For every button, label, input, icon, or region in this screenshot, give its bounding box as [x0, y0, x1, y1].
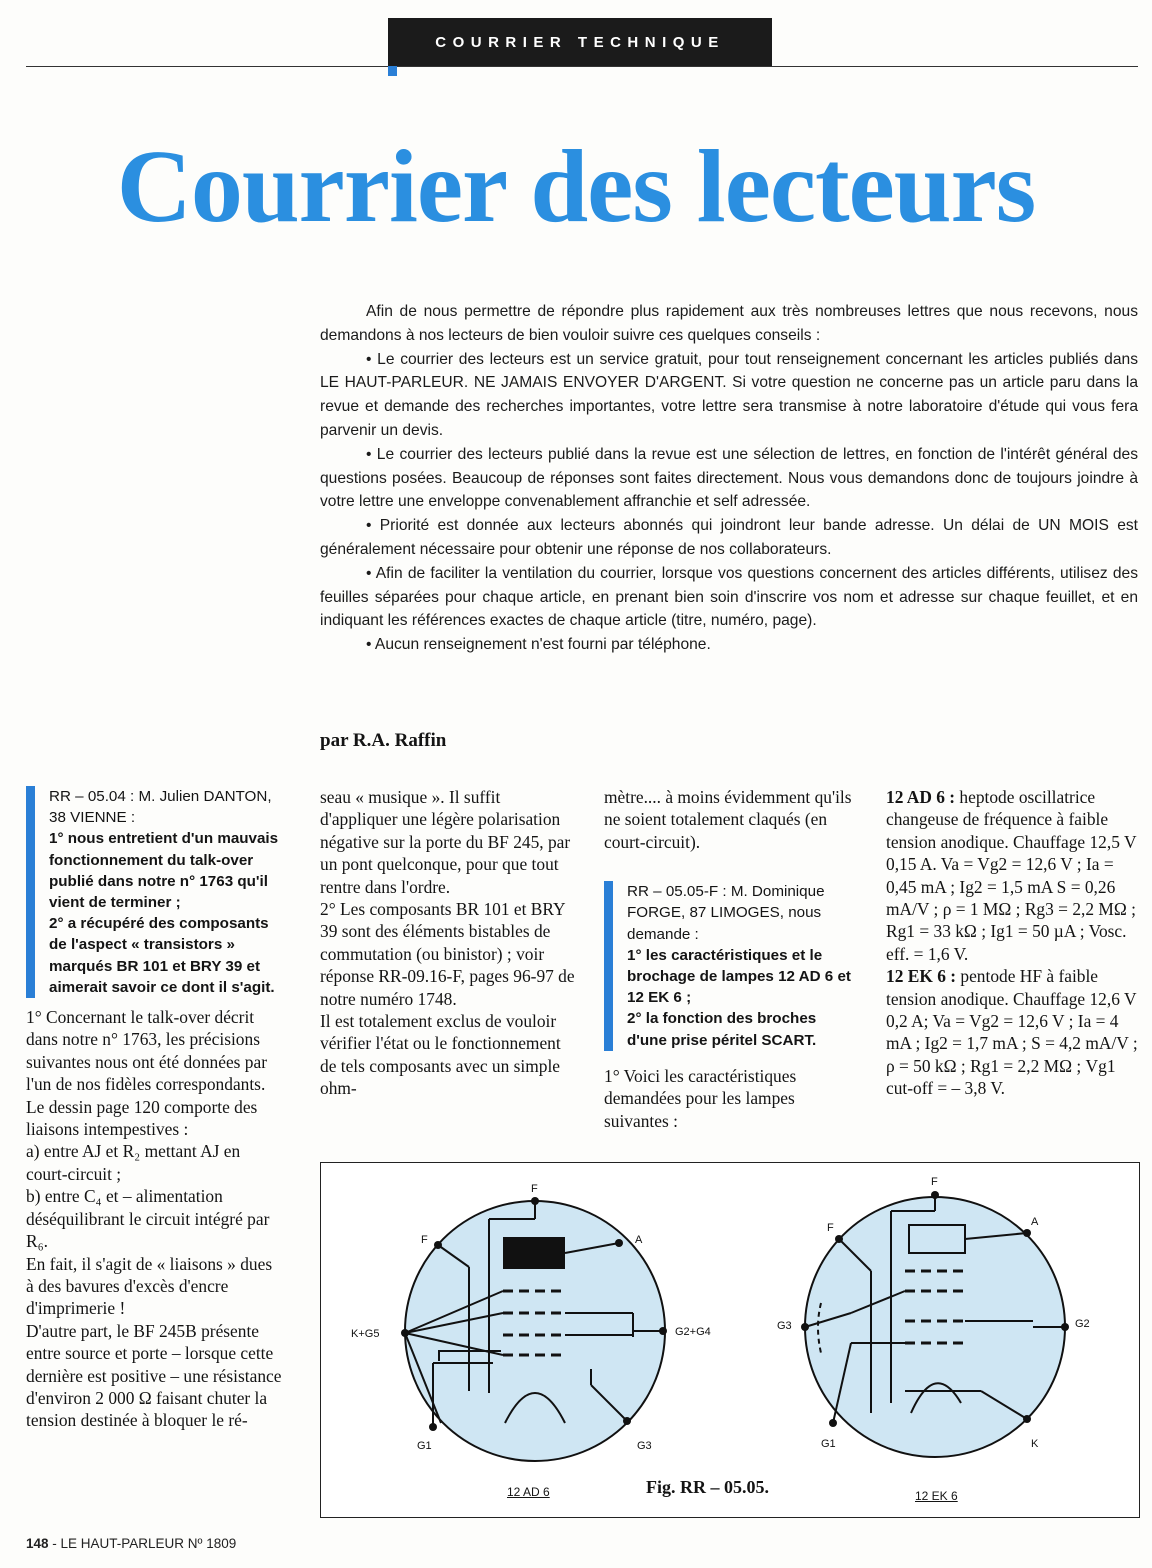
answer-paragraph: seau « musique ». Il suffit d'appliquer une légère polarisation négative sur la porte du BF 245, par un pont quelconque, pour que tout rentre dans l'ordre. [320, 787, 571, 897]
header-rule [26, 66, 1138, 67]
tube-name: 12 EK 6 : [886, 966, 957, 987]
tube-name: 12 AD 6 : [886, 787, 956, 807]
figure-box [320, 1162, 1140, 1518]
question-header: RR – 05.05-F : M. Dominique FORGE, 87 LIMOGES, nous demande : [627, 883, 825, 943]
tube-12ek6-diagram [777, 1176, 1090, 1457]
pin-label: K+G5 [351, 1328, 380, 1340]
question-header: RR – 05.04 : M. Julien DANTON, 38 VIENNE : [49, 788, 272, 827]
pin-label: G3 [637, 1440, 652, 1452]
answer-paragraph: b) entre C₄ et – alimentation déséquilibrant le circuit intégré par R₆. [26, 1186, 270, 1252]
question-block-rr-05-05 [604, 881, 860, 1051]
column-1 [26, 786, 284, 1432]
intro-bullet: • Priorité est donnée aux lecteurs abonnés qui joindront leur bande adresse. Un délai de UN MOIS est généralement nécessaire pour obtenir une réponse de nos collaborateurs. [320, 517, 1138, 558]
pin-label: F [531, 1183, 538, 1195]
pin-label: G1 [821, 1438, 836, 1450]
footer-text: - LE HAUT-PARLEUR Nº 1809 [48, 1536, 237, 1551]
intro-bullet: • Le courrier des lecteurs est un service gratuit, pour tout renseignement concernant les articles publiés dans LE HAUT-PARLEUR. NE JAMAIS ENVOYER D'ARGENT. Si votre question ne concerne pas un article paru dans la revue et demande des recherches importantes, votre lettre sera transmise à notre laboratoire d'étude qui vous fera parvenir un devis. [320, 350, 1138, 439]
tube-spec-text: pentode HF à faible tension anodique. Chauffage 12,6 V 0,2 A; Va = Vg2 = 12,6 V ; Ia = 4 mA ; Ig2 = 1,7 mA ; S = 4,2 mA/V ; ρ = 50 kΩ ; Rg1 = 2,2 MΩ ; Vg1 cut-off = – 3,8 V. [886, 966, 1138, 1099]
pin-label: G2+G4 [675, 1326, 711, 1338]
pin-label: G3 [777, 1320, 792, 1332]
answer-paragraph: a) entre AJ et R₂ mettant AJ en court-circuit ; [26, 1141, 241, 1184]
page-title: Courrier des lecteurs [116, 129, 1036, 244]
intro-bullet: • Le courrier des lecteurs publié dans la revue est une sélection de lettres, en fonction de l'intérêt général des questions posées. Beaucoup de réponses sont faites directement. Nous vous demandons donc de toujours joindre à votre lettre une enveloppe convenablement affranchie et self adressée. [320, 445, 1138, 511]
column-4 [886, 786, 1140, 1100]
tube-spec-12ek6 [886, 965, 1140, 1099]
answer-paragraph: Il est totalement exclus de vouloir vérifier l'état ou le fonctionnement de tels composants avec un simple ohm- [320, 1011, 561, 1099]
answer-paragraph: 1° Voici les caractéristiques demandées pour les lampes suivantes : [604, 1065, 797, 1131]
pin-label: F [931, 1176, 938, 1188]
answer-paragraph: 1° Concernant le talk-over décrit dans notre n° 1763, les précisions suivantes nous ont été données par l'un de nos fidèles correspondants. [26, 1007, 267, 1095]
question-block-rr-05-04 [26, 786, 284, 998]
tube-spec-text: heptode oscillatrice changeuse de fréquence à faible tension anodique. Chauffage 12,5 V 0,15 A. Va = Vg2 = 12,6 V ; Ia = 0,45 mA ; Ig2 = 1,5 mA S = 0,26 mA/V ; ρ = 1 MΩ ; Rg3 = 2,2 MΩ ; Rg1 = 33 kΩ ; Ig1 = 50 µA ; Vosc. eff. = 1,6 V. [886, 787, 1137, 964]
tube-pinout-diagram [321, 1163, 1139, 1517]
pin-label: A [1031, 1216, 1039, 1228]
intro-bullet: • Aucun renseignement n'est fourni par téléphone. [366, 636, 711, 654]
answer-paragraph: Le dessin page 120 comporte des liaisons intempestives : [26, 1096, 258, 1140]
tube-spec-12ad6 [886, 786, 1140, 965]
tube-label-12ek6: 12 EK 6 [915, 1489, 958, 1503]
question-item: 2° la fonction des broches d'une prise péritel SCART. [627, 1010, 817, 1049]
pin-label: A [635, 1234, 643, 1246]
rubric-label: COURRIER TECHNIQUE [388, 18, 772, 66]
byline: par R.A. Raffin [320, 730, 447, 751]
pin-label: K [1031, 1438, 1039, 1450]
intro-paragraph: Afin de nous permettre de répondre plus rapidement aux très nombreuses lettres que nous recevons, nous demandons à nos lecteurs de bien vouloir suivre ces quelques conseils : [320, 303, 1138, 344]
figure-caption: Fig. RR – 05.05. [646, 1477, 769, 1497]
pin-label: F [421, 1234, 428, 1246]
intro-notice [320, 300, 1138, 657]
page-footer [26, 1536, 236, 1551]
answer-paragraph: D'autre part, le BF 245B présente entre source et porte – lorsque cette dernière est positive – une résistance d'environ 2 000 Ω faisant chuter la tension destinée à bloquer le ré- [26, 1320, 282, 1431]
intro-bullet: • Afin de faciliter la ventilation du courrier, lorsque vos questions concernent des articles différents, utilisez des feuilles séparées pour chaque article, en prenant bien soin d'inscrire vos nom et adresse sur chaque feuillet, et en indiquant les références exactes de chaque article (titre, numéro, page). [320, 564, 1138, 630]
pin-label: G2 [1075, 1318, 1090, 1330]
tube-label-12ad6: 12 AD 6 [507, 1485, 550, 1499]
question-item: 2° a récupéré des composants de l'aspect « transistors » marqués BR 101 et BRY 39 et aimerait savoir ce dont il s'agit. [49, 915, 275, 996]
answer-paragraph: mètre.... à moins évidemment qu'ils ne soient totalement claqués (en court-circuit). [604, 787, 852, 852]
pin-label: F [827, 1222, 834, 1234]
question-item: 1° les caractéristiques et le brochage de lampes 12 AD 6 et 12 EK 6 ; [627, 946, 851, 1007]
tube-12ad6-diagram [351, 1183, 711, 1461]
pin-label: G1 [417, 1440, 432, 1452]
column-3 [604, 786, 860, 1132]
answer-paragraph: En fait, il s'agit de « liaisons » dues à des bavures d'excès d'encre d'imprimerie ! [26, 1253, 273, 1319]
column-2 [320, 786, 576, 1100]
question-item: 1° nous entretient d'un mauvais fonctionnement du talk-over publié dans notre n° 1763 qu'il vient de terminer ; [49, 830, 279, 912]
answer-paragraph: 2° Les composants BR 101 et BRY 39 sont des éléments bistables de commutation (ou binistor) ; voir réponse RR-09.16-F, pages 96-97 de notre numéro 1748. [320, 899, 575, 1009]
page-number: 148 [26, 1536, 49, 1551]
